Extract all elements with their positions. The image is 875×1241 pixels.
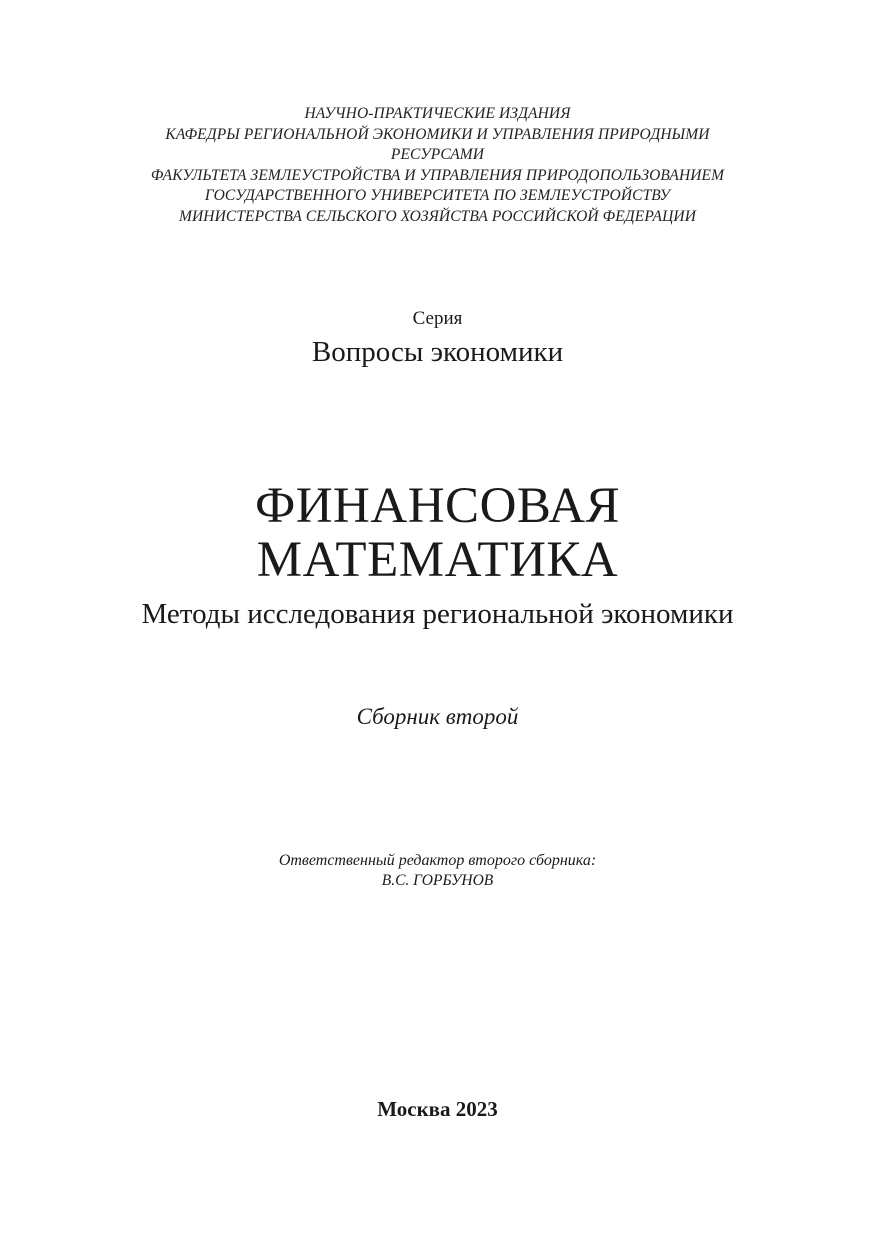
- collection-label: Сборник второй: [356, 704, 519, 729]
- publisher-header: [0, 104, 875, 227]
- header-line: КАФЕДРЫ РЕГИОНАЛЬНОЙ ЭКОНОМИКИ И УПРАВЛЕНИЯ ПРИРОДНЫМИ: [165, 125, 710, 143]
- title-line: ФИНАНСОВАЯ: [254, 478, 621, 534]
- editor-label: Ответственный редактор второго сборника:: [278, 852, 597, 869]
- book-title: [0, 479, 875, 587]
- editor-block: [0, 851, 875, 891]
- header-line: ГОСУДАРСТВЕННОГО УНИВЕРСИТЕТА ПО ЗЕМЛЕУСТРОЙСТВУ: [204, 187, 671, 204]
- header-line: РЕСУРСАМИ: [390, 146, 485, 163]
- series-block: [0, 306, 875, 372]
- imprint: Москва 2023: [377, 1097, 498, 1121]
- series-name: Вопросы экономики: [311, 336, 564, 368]
- header-line: НАУЧНО-ПРАКТИЧЕСКИЕ ИЗДАНИЯ: [304, 105, 571, 122]
- header-line: МИНИСТЕРСТВА СЕЛЬСКОГО ХОЗЯЙСТВА РОССИЙСКОЙ ФЕДЕРАЦИИ: [179, 207, 696, 225]
- header-line: ФАКУЛЬТЕТА ЗЕМЛЕУСТРОЙСТВА И УПРАВЛЕНИЯ ПРИРОДОПОЛЬЗОВАНИЕМ: [150, 166, 725, 184]
- series-label: Серия: [412, 308, 463, 329]
- title-line: МАТЕМАТИКА: [256, 532, 619, 588]
- editor-name: В.С. ГОРБУНОВ: [381, 872, 494, 889]
- book-subtitle: Методы исследования региональной экономики: [141, 598, 734, 630]
